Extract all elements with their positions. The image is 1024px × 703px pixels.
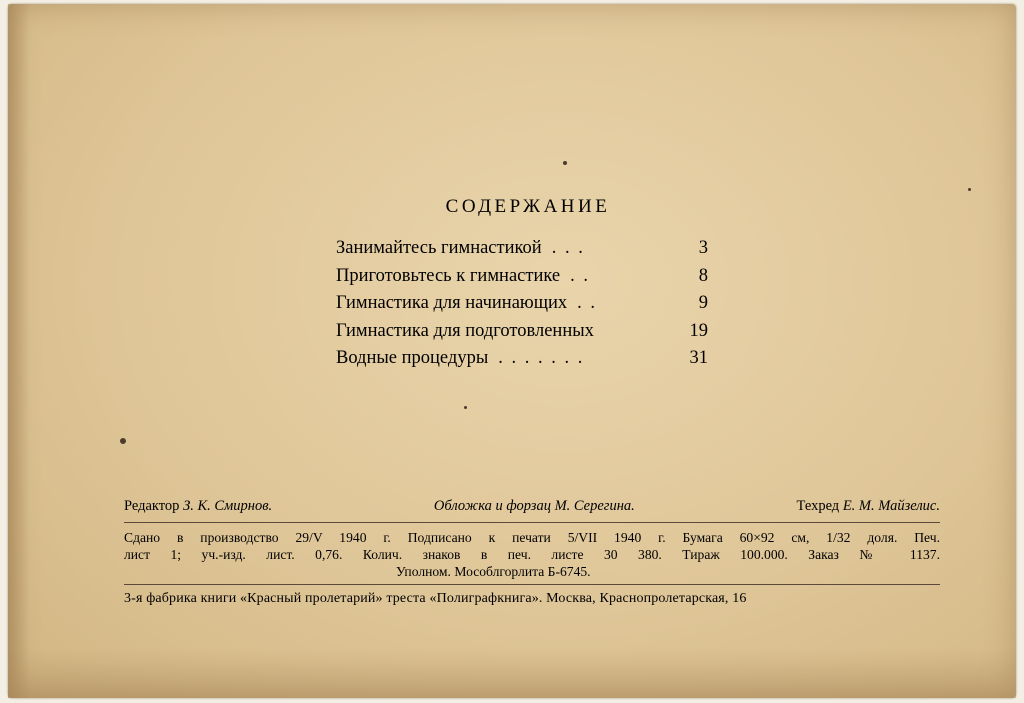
tech-editor-credit	[797, 498, 940, 515]
cover-credit: Обложка и форзац М. Серегина.	[433, 498, 635, 514]
imprint-line: Сдано в производство 29/V 1940 г. Подписано к печати 5/VII 1940 г. Бумага 60×92 см, 1/32 доля. Печ.	[124, 530, 940, 545]
toc-page-number: 19	[689, 320, 708, 341]
toc-entry	[336, 348, 708, 376]
toc-entry	[336, 321, 708, 349]
tech-editor-label: Техред	[796, 498, 840, 514]
toc-entry-title: Водные процедуры	[336, 348, 489, 368]
printer-info: 3-я фабрика книги «Красный пролетарий» треста «Полиграфкнига». Москва, Краснопролетарская, 16	[124, 591, 747, 606]
tech-editor-name: Е. М. Майзелис.	[842, 498, 940, 514]
toc-leader-dots: . .	[570, 265, 590, 286]
toc-page-number: 9	[698, 293, 708, 313]
toc-page-number: 3	[698, 238, 708, 258]
ink-speck	[120, 438, 126, 444]
editor-credit	[124, 498, 272, 515]
editor-label: Редактор	[124, 498, 180, 514]
imprint-line: Уполном. Мособлгорлита Б-6745.	[396, 564, 591, 579]
ink-speck	[968, 188, 971, 191]
editor-name: З. К. Смирнов.	[183, 498, 273, 514]
toc-entry-title: Занимайтесь гимнастикой	[336, 238, 542, 258]
toc-page-number: 8	[698, 265, 708, 286]
imprint-block	[124, 529, 940, 580]
toc-leader-dots: . . .	[551, 238, 585, 258]
divider-rule	[124, 584, 940, 585]
imprint-line: лист 1; уч.-изд. лист. 0,76. Колич. знаков в печ. листе 30 380. Тираж 100.000. Заказ № 1137.	[124, 547, 940, 562]
toc-entry	[336, 293, 708, 321]
divider-rule	[124, 522, 940, 523]
toc-leader-dots: . . . . . . .	[498, 348, 585, 368]
toc-entry-title: Гимнастика для подготовленных	[336, 320, 594, 341]
toc-entry-title: Гимнастика для начинающих	[336, 293, 568, 313]
page-bottom-shadow	[8, 648, 1016, 698]
toc-heading: СОДЕРЖАНИЕ	[445, 196, 611, 217]
ink-speck	[563, 161, 567, 165]
toc-leader-dots: . .	[577, 293, 598, 313]
table-of-contents	[336, 238, 708, 376]
toc-entry	[336, 266, 708, 294]
toc-entry	[336, 238, 708, 266]
toc-page-number: 31	[689, 348, 708, 368]
page-edge-shadow	[8, 4, 30, 698]
toc-entry-title: Приготовьтесь к гимнастике	[336, 265, 561, 286]
ink-speck	[464, 406, 467, 409]
credits-line	[124, 498, 940, 515]
